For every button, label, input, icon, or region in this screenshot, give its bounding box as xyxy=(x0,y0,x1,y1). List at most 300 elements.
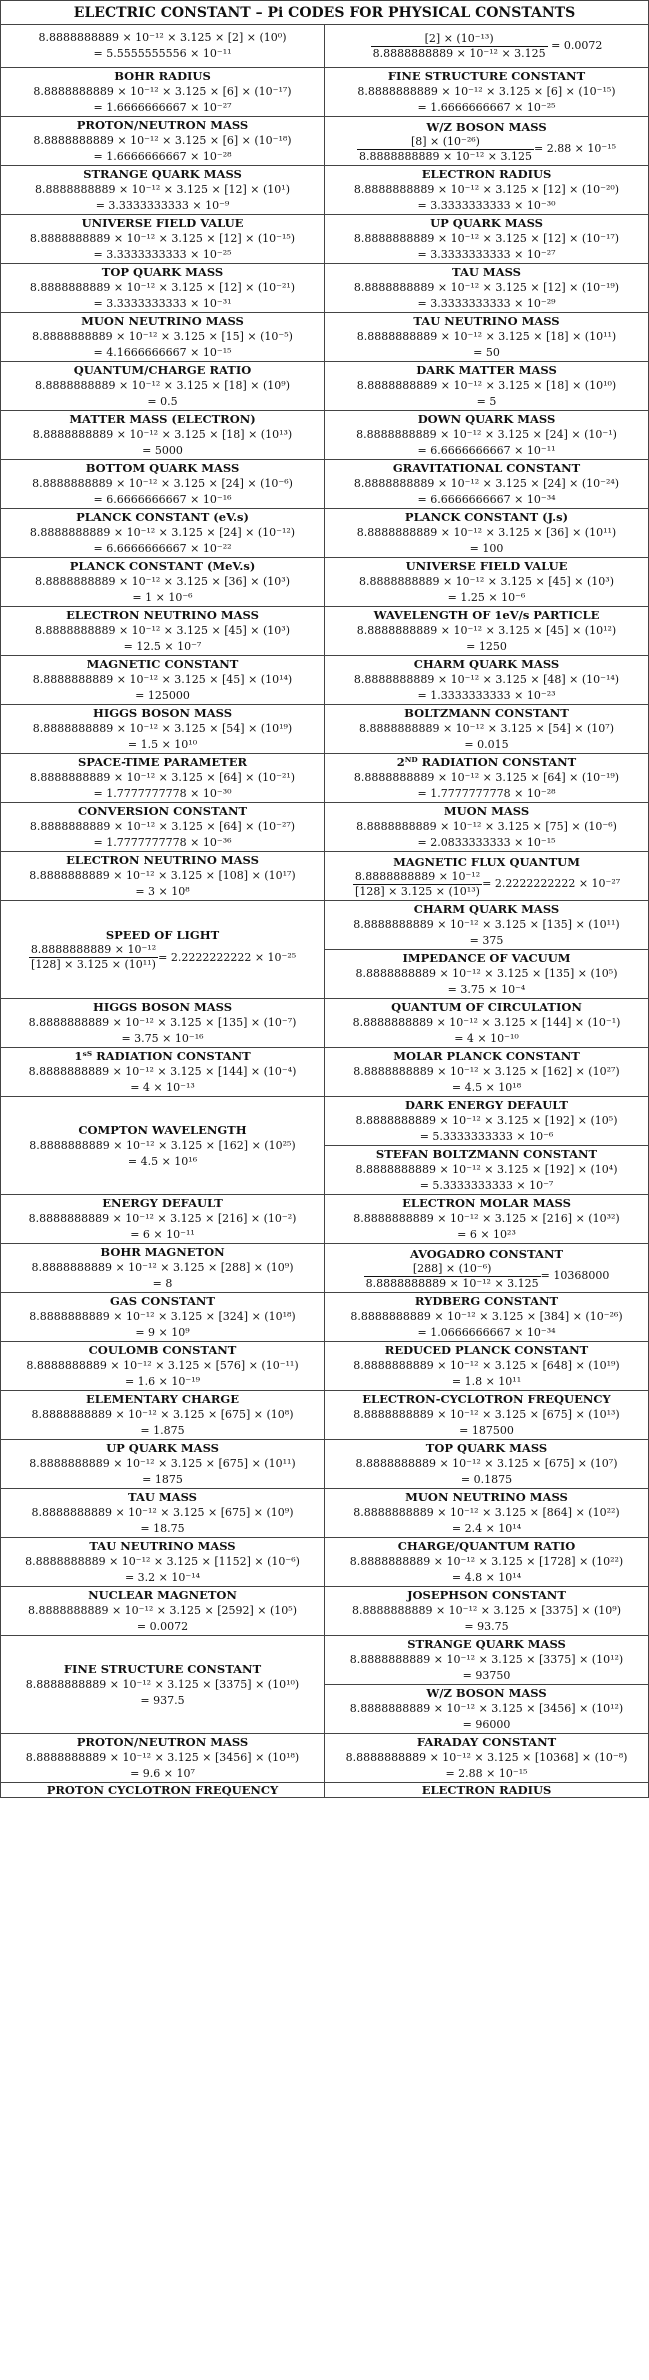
constant-cell-right xyxy=(325,68,649,117)
constant-name: SPEED OF LIGHT xyxy=(105,928,220,942)
result-line: = 6.6666666667 × 10⁻¹⁶ xyxy=(93,493,232,506)
constant-name: RYDBERG CONSTANT xyxy=(414,1294,559,1308)
formula-line: 8.8888888889 × 10⁻¹² × 3.125 × [64] × (10⁻²¹) xyxy=(29,771,296,784)
result-line: = 1.3333333333 × 10⁻²³ xyxy=(417,689,556,702)
constant-cell-left xyxy=(1,1440,325,1489)
constant-cell-right xyxy=(325,656,649,705)
result-line: = 9.6 × 10⁷ xyxy=(130,1767,195,1780)
fraction xyxy=(357,135,534,164)
fraction-result: = 0.0072 xyxy=(551,39,603,52)
constant-cell-right xyxy=(325,705,649,754)
result-line: = 2.0833333333 × 10⁻¹⁵ xyxy=(417,836,556,849)
constant-cell-left xyxy=(1,607,325,656)
constant-cell-right xyxy=(325,1097,649,1146)
result-line: = 5000 xyxy=(142,444,183,457)
constant-name: BOHR MAGNETON xyxy=(100,1245,225,1259)
constant-name: TOP QUARK MASS xyxy=(425,1441,548,1455)
constant-cell-left xyxy=(1,803,325,852)
formula-line: 8.8888888889 × 10⁻¹² × 3.125 × [675] × (10⁷) xyxy=(355,1457,618,1470)
table-row xyxy=(1,1391,649,1440)
table-row xyxy=(1,1734,649,1783)
result-line: = 0.0072 xyxy=(136,1620,189,1633)
constant-name: BOHR RADIUS xyxy=(114,69,211,83)
formula-line: 8.8888888889 × 10⁻¹² × 3.125 × [2] × (10⁰) xyxy=(38,31,287,44)
table-row xyxy=(1,754,649,803)
result-line: = 6.6666666667 × 10⁻³⁴ xyxy=(417,493,556,506)
constant-cell-left xyxy=(1,1734,325,1783)
constant-cell-left xyxy=(1,411,325,460)
constant-name: DARK ENERGY DEFAULT xyxy=(405,1098,568,1112)
fraction-denominator: [128] × 3.125 × (10¹³) xyxy=(355,884,480,898)
constant-name: COULOMB CONSTANT xyxy=(88,1343,237,1357)
constant-cell-left xyxy=(1,1048,325,1097)
result-line: = 3.3333333333 × 10⁻³¹ xyxy=(93,297,232,310)
formula-line: 8.8888888889 × 10⁻¹² × 3.125 × [576] × (10⁻¹¹) xyxy=(26,1359,299,1372)
constant-name: UP QUARK MASS xyxy=(106,1441,219,1455)
formula-line: 8.8888888889 × 10⁻¹² × 3.125 × [3456] × (10¹²) xyxy=(349,1702,624,1715)
constant-name: GAS CONSTANT xyxy=(110,1294,215,1308)
table-row xyxy=(1,460,649,509)
result-line: = 1.6666666667 × 10⁻²⁷ xyxy=(93,101,232,114)
first-row-right-cell xyxy=(325,25,649,68)
formula-line: 8.8888888889 × 10⁻¹² × 3.125 × [18] × (10¹¹) xyxy=(356,330,617,343)
merged-row xyxy=(1,1097,649,1146)
constant-cell-right xyxy=(325,1685,649,1734)
fraction-formula xyxy=(371,31,603,60)
constant-name: COMPTON WAVELENGTH xyxy=(78,1122,247,1137)
formula-line: 8.8888888889 × 10⁻¹² × 3.125 × [675] × (10⁸) xyxy=(31,1408,294,1421)
table-title: ELECTRIC CONSTANT – Pi CODES FOR PHYSICAL CONSTANTS xyxy=(1,1,649,25)
constant-name: STRANGE QUARK MASS xyxy=(407,1637,566,1651)
fraction-numerator: [8] × (10⁻²⁶) xyxy=(357,135,534,150)
formula-line: 8.8888888889 × 10⁻¹² × 3.125 × [64] × (10⁻¹⁹) xyxy=(353,771,620,784)
fraction-formula xyxy=(357,134,617,163)
formula-line: 8.8888888889 × 10⁻¹² × 3.125 × [192] × (10⁴) xyxy=(355,1163,618,1176)
fraction-result: = 10368000 xyxy=(540,1269,610,1282)
constant-name: PLANCK CONSTANT (J.s) xyxy=(404,510,569,524)
constant-cell-left xyxy=(1,509,325,558)
constant-name: GRAVITATIONAL CONSTANT xyxy=(392,461,581,475)
result-line: = 1.5 × 10¹⁰ xyxy=(127,738,198,751)
constant-cell-left xyxy=(1,1538,325,1587)
fraction-numerator: [288] × (10⁻⁶) xyxy=(364,1262,541,1277)
formula-line: 8.8888888889 × 10⁻¹² × 3.125 × [54] × (10⁷) xyxy=(358,722,614,735)
formula-line: 8.8888888889 × 10⁻¹² × 3.125 × [135] × (10⁻⁷) xyxy=(28,1016,297,1029)
result-line: = 1.7777777778 × 10⁻²⁸ xyxy=(417,787,556,800)
formula-line: 8.8888888889 × 10⁻¹² × 3.125 × [3375] × (10⁹) xyxy=(351,1604,621,1617)
constant-name: BOLTZMANN CONSTANT xyxy=(404,706,569,720)
result-line: = 8 xyxy=(152,1277,173,1290)
result-line: = 4 × 10⁻¹³ xyxy=(130,1081,195,1094)
constant-name: ELECTRON NEUTRINO MASS xyxy=(66,608,259,622)
constant-name: CHARM QUARK MASS xyxy=(413,657,560,671)
result-line: = 375 xyxy=(469,934,504,947)
formula-line: 8.8888888889 × 10⁻¹² × 3.125 × [3456] × (10¹⁸) xyxy=(25,1751,300,1764)
formula-line: 8.8888888889 × 10⁻¹² × 3.125 × [24] × (10⁻²⁴) xyxy=(353,477,620,490)
constant-cell-right xyxy=(325,1440,649,1489)
constant-name: IMPEDANCE OF VACUUM xyxy=(402,951,571,965)
constant-name: 1ˢᵀ RADIATION CONSTANT xyxy=(74,1049,251,1063)
fraction-result: = 2.88 × 10⁻¹⁵ xyxy=(533,142,617,155)
result-line: = 5.5555555556 × 10⁻¹¹ xyxy=(93,47,232,60)
constant-cell-left xyxy=(1,999,325,1048)
result-line: = 5 xyxy=(476,395,497,408)
table-row xyxy=(1,68,649,117)
constant-name: ELECTRON NEUTRINO MASS xyxy=(66,853,259,867)
constant-cell-right xyxy=(325,1587,649,1636)
table-row xyxy=(1,509,649,558)
constant-name: CHARM QUARK MASS xyxy=(413,902,560,916)
table-row xyxy=(1,1293,649,1342)
constant-cell-right xyxy=(325,1489,649,1538)
last-row xyxy=(1,1783,649,1798)
formula-line: 8.8888888889 × 10⁻¹² × 3.125 × [45] × (10³) xyxy=(358,575,614,588)
constant-name: STRANGE QUARK MASS xyxy=(83,167,242,181)
table-row xyxy=(1,558,649,607)
result-line: = 1875 xyxy=(142,1473,183,1486)
constant-name: TAU MASS xyxy=(128,1490,197,1504)
constant-name: CHARGE/QUANTUM RATIO xyxy=(397,1539,576,1553)
formula-line: 8.8888888889 × 10⁻¹² × 3.125 × [48] × (10⁻¹⁴) xyxy=(353,673,620,686)
result-line: = 187500 xyxy=(459,1424,514,1437)
constant-name: PROTON CYCLOTRON FREQUENCY xyxy=(1,1783,325,1798)
result-line: = 3.3333333333 × 10⁻⁹ xyxy=(95,199,230,212)
constant-name: PLANCK CONSTANT (MeV.s) xyxy=(69,559,256,573)
formula-line: 8.8888888889 × 10⁻¹² × 3.125 × [24] × (10⁻¹²) xyxy=(29,526,296,539)
constant-cell-left xyxy=(1,362,325,411)
formula-line: 8.8888888889 × 10⁻¹² × 3.125 × [12] × (10⁻¹⁵) xyxy=(29,232,296,245)
constant-name: REDUCED PLANCK CONSTANT xyxy=(384,1343,589,1357)
formula-line: 8.8888888889 × 10⁻¹² × 3.125 × [144] × (10⁻⁴) xyxy=(28,1065,297,1078)
fraction-result: = 2.2222222222 × 10⁻²⁵ xyxy=(158,950,297,964)
formula-line: 8.8888888889 × 10⁻¹² × 3.125 × [2592] × (10⁵) xyxy=(27,1604,297,1617)
constant-cell-right xyxy=(325,1391,649,1440)
constant-name: W/Z BOSON MASS xyxy=(426,119,547,134)
constant-cell-left xyxy=(1,1587,325,1636)
formula-line: 8.8888888889 × 10⁻¹² × 3.125 × [216] × (10³²) xyxy=(353,1212,620,1225)
constant-name: TAU NEUTRINO MASS xyxy=(413,314,560,328)
constant-cell-right xyxy=(325,950,649,999)
formula-line: 8.8888888889 × 10⁻¹² × 3.125 × [648] × (10¹⁹) xyxy=(353,1359,620,1372)
result-line: = 3 × 10⁸ xyxy=(135,885,190,898)
constant-name: ELECTRON RADIUS xyxy=(421,167,552,181)
table-row xyxy=(1,1587,649,1636)
constant-name: ENERGY DEFAULT xyxy=(102,1196,223,1210)
result-line: = 18.75 xyxy=(140,1522,185,1535)
result-line: = 4.1666666667 × 10⁻¹⁵ xyxy=(93,346,232,359)
constant-cell-right xyxy=(325,1342,649,1391)
formula-line: 8.8888888889 × 10⁻¹² × 3.125 × [6] × (10⁻¹⁸) xyxy=(33,134,292,147)
result-line: = 0.5 xyxy=(147,395,178,408)
formula-line: 8.8888888889 × 10⁻¹² × 3.125 × [12] × (10¹) xyxy=(34,183,290,196)
constant-cell-left-merged xyxy=(1,1097,325,1195)
constant-cell-right xyxy=(325,1244,649,1293)
formula-line: 8.8888888889 × 10⁻¹² × 3.125 × [36] × (10¹¹) xyxy=(356,526,617,539)
result-line: = 125000 xyxy=(135,689,190,702)
constant-name: FINE STRUCTURE CONSTANT xyxy=(387,69,586,83)
formula-line: 8.8888888889 × 10⁻¹² × 3.125 × [3375] × (10¹²) xyxy=(349,1653,624,1666)
formula-line: 8.8888888889 × 10⁻¹² × 3.125 × [18] × (10⁹) xyxy=(34,379,290,392)
constant-name: ELECTRON RADIUS xyxy=(325,1783,649,1798)
constant-cell-left xyxy=(1,656,325,705)
constant-cell-left xyxy=(1,68,325,117)
formula-line: 8.8888888889 × 10⁻¹² × 3.125 × [675] × (10¹³) xyxy=(353,1408,620,1421)
result-line: = 3.3333333333 × 10⁻²⁵ xyxy=(93,248,232,261)
table-row xyxy=(1,1342,649,1391)
result-line: = 1250 xyxy=(466,640,507,653)
result-line: = 9 × 10⁹ xyxy=(135,1326,190,1339)
result-line: = 6.6666666667 × 10⁻²² xyxy=(93,542,232,555)
formula-line: 8.8888888889 × 10⁻¹² × 3.125 × [1152] × (10⁻⁶) xyxy=(25,1555,300,1568)
formula-line: 8.8888888889 × 10⁻¹² × 3.125 × [12] × (10⁻¹⁹) xyxy=(353,281,620,294)
fraction-numerator: [2] × (10⁻¹³) xyxy=(371,32,548,47)
fraction xyxy=(371,32,548,61)
constant-name: ELEMENTARY CHARGE xyxy=(86,1392,239,1406)
merged-row xyxy=(1,1636,649,1685)
result-line: = 4.5 × 10¹⁶ xyxy=(127,1154,198,1168)
constant-cell-right xyxy=(325,166,649,215)
constant-cell-right xyxy=(325,852,649,901)
constant-name: MUON MASS xyxy=(443,804,530,818)
formula-line: 8.8888888889 × 10⁻¹² × 3.125 × [64] × (10⁻²⁷) xyxy=(29,820,296,833)
constant-cell-left-merged xyxy=(1,1636,325,1734)
constant-name: PROTON/NEUTRON MASS xyxy=(76,1735,249,1749)
result-line: = 1.6666666667 × 10⁻²⁵ xyxy=(417,101,556,114)
constant-name: TAU MASS xyxy=(452,265,521,279)
table-row xyxy=(1,803,649,852)
result-line: = 4 × 10⁻¹⁰ xyxy=(454,1032,519,1045)
constant-cell-right xyxy=(325,803,649,852)
fraction-formula xyxy=(353,869,621,898)
constant-name: TOP QUARK MASS xyxy=(101,265,224,279)
constant-name: HIGGS BOSON MASS xyxy=(93,706,232,720)
result-line: = 96000 xyxy=(462,1718,511,1731)
fraction-denominator: 8.8888888889 × 10⁻¹² × 3.125 xyxy=(365,1276,539,1290)
formula-line: 8.8888888889 × 10⁻¹² × 3.125 × [1728] × (10²²) xyxy=(349,1555,624,1568)
formula-line: 8.8888888889 × 10⁻¹² × 3.125 × [75] × (10⁻⁶) xyxy=(356,820,617,833)
table-row xyxy=(1,117,649,166)
formula-line: 8.8888888889 × 10⁻¹² × 3.125 × [144] × (10⁻¹) xyxy=(352,1016,621,1029)
formula-line: 8.8888888889 × 10⁻¹² × 3.125 × [135] × (10⁵) xyxy=(355,967,618,980)
constant-name: DARK MATTER MASS xyxy=(416,363,557,377)
fraction-result: = 2.2222222222 × 10⁻²⁷ xyxy=(482,877,621,890)
constant-cell-right xyxy=(325,215,649,264)
table-row xyxy=(1,852,649,901)
table-row xyxy=(1,656,649,705)
constant-cell-right xyxy=(325,264,649,313)
result-line: = 2.4 × 10¹⁴ xyxy=(451,1522,522,1535)
fraction-numerator: 8.8888888889 × 10⁻¹² xyxy=(30,943,157,956)
formula-line: 8.8888888889 × 10⁻¹² × 3.125 × [12] × (10⁻¹⁷) xyxy=(353,232,620,245)
result-line: = 5.3333333333 × 10⁻⁷ xyxy=(419,1179,554,1192)
formula-line: 8.8888888889 × 10⁻¹² × 3.125 × [10368] × (10⁻⁸) xyxy=(345,1751,628,1764)
constant-name: CONVERSION CONSTANT xyxy=(77,804,248,818)
result-line: = 100 xyxy=(469,542,504,555)
fraction-denominator: 8.8888888889 × 10⁻¹² × 3.125 xyxy=(358,149,532,163)
constant-name: MAGNETIC CONSTANT xyxy=(86,657,239,671)
result-line: = 6.6666666667 × 10⁻¹¹ xyxy=(417,444,556,457)
formula-line: 8.8888888889 × 10⁻¹² × 3.125 × [162] × (10²⁷) xyxy=(353,1065,620,1078)
formula-line: 8.8888888889 × 10⁻¹² × 3.125 × [216] × (10⁻²) xyxy=(28,1212,297,1225)
table-row xyxy=(1,1489,649,1538)
formula-line: 8.8888888889 × 10⁻¹² × 3.125 × [6] × (10⁻¹⁵) xyxy=(357,85,616,98)
constant-name: MUON NEUTRINO MASS xyxy=(81,314,244,328)
constant-name: SPACE-TIME PARAMETER xyxy=(77,755,248,769)
table-row xyxy=(1,264,649,313)
constant-cell-right xyxy=(325,999,649,1048)
formula-line: 8.8888888889 × 10⁻¹² × 3.125 × [192] × (10⁵) xyxy=(355,1114,618,1127)
constant-cell-right xyxy=(325,1538,649,1587)
constant-name: HIGGS BOSON MASS xyxy=(93,1000,232,1014)
result-line: = 12.5 × 10⁻⁷ xyxy=(123,640,202,653)
formula-line: 8.8888888889 × 10⁻¹² × 3.125 × [45] × (10³) xyxy=(34,624,290,637)
result-line: = 1.7777777778 × 10⁻³⁰ xyxy=(93,787,232,800)
constant-cell-right xyxy=(325,313,649,362)
formula-line: 8.8888888889 × 10⁻¹² × 3.125 × [24] × (10⁻⁶) xyxy=(32,477,293,490)
formula-line: 8.8888888889 × 10⁻¹² × 3.125 × [675] × (10¹¹) xyxy=(29,1457,296,1470)
constant-cell-right xyxy=(325,558,649,607)
constant-cell-right xyxy=(325,901,649,950)
result-line: = 93750 xyxy=(462,1669,511,1682)
constant-cell-left xyxy=(1,852,325,901)
formula-line: 8.8888888889 × 10⁻¹² × 3.125 × [12] × (10⁻²⁰) xyxy=(353,183,620,196)
result-line: = 50 xyxy=(473,346,500,359)
title-row xyxy=(1,1,649,25)
formula-line: 8.8888888889 × 10⁻¹² × 3.125 × [3375] × (10¹⁰) xyxy=(25,1677,300,1691)
result-line: = 0.015 xyxy=(464,738,509,751)
constant-name: PLANCK CONSTANT (eV.s) xyxy=(76,510,249,524)
constant-name: TAU NEUTRINO MASS xyxy=(89,1539,236,1553)
result-line: = 2.88 × 10⁻¹⁵ xyxy=(445,1767,528,1780)
table-row xyxy=(1,362,649,411)
constant-cell-left xyxy=(1,754,325,803)
constant-name: NUCLEAR MAGNETON xyxy=(88,1588,237,1602)
result-line: = 3.75 × 10⁻¹⁶ xyxy=(121,1032,204,1045)
result-line: = 1.6 × 10⁻¹⁹ xyxy=(124,1375,201,1388)
result-line: = 937.5 xyxy=(140,1693,185,1707)
constant-name: DOWN QUARK MASS xyxy=(417,412,556,426)
constant-name: JOSEPHSON CONSTANT xyxy=(407,1588,566,1602)
constant-name: MUON NEUTRINO MASS xyxy=(405,1490,568,1504)
formula-line: 8.8888888889 × 10⁻¹² × 3.125 × [54] × (10¹⁹) xyxy=(32,722,293,735)
constant-name: MOLAR PLANCK CONSTANT xyxy=(393,1049,580,1063)
constant-name: QUANTUM OF CIRCULATION xyxy=(391,1000,582,1014)
formula-line: 8.8888888889 × 10⁻¹² × 3.125 × [288] × (10⁹) xyxy=(31,1261,294,1274)
constant-name: UNIVERSE FIELD VALUE xyxy=(405,559,568,573)
table-row xyxy=(1,1244,649,1293)
constant-cell-right xyxy=(325,362,649,411)
result-line: = 0.1875 xyxy=(460,1473,513,1486)
formula-line: 8.8888888889 × 10⁻¹² × 3.125 × [12] × (10⁻²¹) xyxy=(29,281,296,294)
constant-cell-right xyxy=(325,411,649,460)
constant-cell-right xyxy=(325,1195,649,1244)
result-line: = 3.2 × 10⁻¹⁴ xyxy=(124,1571,201,1584)
constant-name: AVOGADRO CONSTANT xyxy=(409,1246,564,1261)
table-row xyxy=(1,215,649,264)
constant-cell-left xyxy=(1,460,325,509)
constant-name: UP QUARK MASS xyxy=(430,216,543,230)
constant-cell-left xyxy=(1,1391,325,1440)
formula-line: 8.8888888889 × 10⁻¹² × 3.125 × [135] × (10¹¹) xyxy=(353,918,620,931)
constant-cell-left xyxy=(1,215,325,264)
table-row xyxy=(1,1538,649,1587)
constant-cell-right xyxy=(325,1146,649,1195)
formula-line: 8.8888888889 × 10⁻¹² × 3.125 × [45] × (10¹²) xyxy=(356,624,617,637)
constant-cell-right xyxy=(325,117,649,166)
constant-cell-right xyxy=(325,460,649,509)
constant-name: BOTTOM QUARK MASS xyxy=(85,461,240,475)
fraction-formula xyxy=(364,1261,610,1290)
result-line: = 93.75 xyxy=(464,1620,509,1633)
constant-cell-right xyxy=(325,1636,649,1685)
formula-line: 8.8888888889 × 10⁻¹² × 3.125 × [6] × (10⁻¹⁷) xyxy=(33,85,292,98)
fraction xyxy=(353,870,482,899)
constant-cell-right xyxy=(325,754,649,803)
constant-cell-right xyxy=(325,1734,649,1783)
constant-cell-left xyxy=(1,1293,325,1342)
result-line: = 6 × 10²³ xyxy=(457,1228,516,1241)
result-line: = 4.5 × 10¹⁸ xyxy=(451,1081,522,1094)
constant-cell-left xyxy=(1,1195,325,1244)
fraction xyxy=(29,943,158,972)
fraction-denominator: [128] × 3.125 × (10¹¹) xyxy=(31,958,156,971)
result-line: = 4.8 × 10¹⁴ xyxy=(451,1571,522,1584)
table-row xyxy=(1,313,649,362)
table-row xyxy=(1,411,649,460)
constant-name: W/Z BOSON MASS xyxy=(426,1686,547,1700)
result-line: = 1.875 xyxy=(140,1424,185,1437)
formula-line: 8.8888888889 × 10⁻¹² × 3.125 × [45] × (10¹⁴) xyxy=(32,673,293,686)
constant-cell-left xyxy=(1,1489,325,1538)
result-line: = 1.0666666667 × 10⁻³⁴ xyxy=(417,1326,556,1339)
formula-line: 8.8888888889 × 10⁻¹² × 3.125 × [18] × (10¹³) xyxy=(32,428,293,441)
formula-line: 8.8888888889 × 10⁻¹² × 3.125 × [36] × (10³) xyxy=(34,575,290,588)
table-row xyxy=(1,1048,649,1097)
constant-cell-left xyxy=(1,264,325,313)
result-line: = 1.6666666667 × 10⁻²⁸ xyxy=(93,150,232,163)
result-line: = 3.75 × 10⁻⁴ xyxy=(447,983,526,996)
constant-name: WAVELENGTH OF 1eV/s PARTICLE xyxy=(373,608,600,622)
constant-name: FINE STRUCTURE CONSTANT xyxy=(63,1661,262,1676)
result-line: = 1.8 × 10¹¹ xyxy=(451,1375,522,1388)
result-line: = 3.3333333333 × 10⁻³⁰ xyxy=(417,199,556,212)
formula-line: 8.8888888889 × 10⁻¹² × 3.125 × [384] × (10⁻²⁶) xyxy=(350,1310,623,1323)
constant-name: STEFAN BOLTZMANN CONSTANT xyxy=(375,1147,598,1161)
constant-name: FARADAY CONSTANT xyxy=(416,1735,557,1749)
constant-cell-right xyxy=(325,607,649,656)
table-row xyxy=(1,999,649,1048)
constant-cell-left xyxy=(1,1244,325,1293)
formula-line: 8.8888888889 × 10⁻¹² × 3.125 × [675] × (10⁹) xyxy=(31,1506,294,1519)
formula-line: 8.8888888889 × 10⁻¹² × 3.125 × [24] × (10⁻¹) xyxy=(356,428,617,441)
result-line: = 5.3333333333 × 10⁻⁶ xyxy=(419,1130,554,1143)
fraction-denominator: 8.8888888889 × 10⁻¹² × 3.125 xyxy=(372,46,546,60)
constant-cell-left xyxy=(1,166,325,215)
constant-cell-left xyxy=(1,705,325,754)
formula-line: 8.8888888889 × 10⁻¹² × 3.125 × [18] × (10¹⁰) xyxy=(356,379,617,392)
fraction xyxy=(364,1262,541,1291)
result-line: = 6 × 10⁻¹¹ xyxy=(130,1228,195,1241)
formula-line: 8.8888888889 × 10⁻¹² × 3.125 × [15] × (10⁻⁵) xyxy=(32,330,293,343)
constant-name: ELECTRON MOLAR MASS xyxy=(402,1196,571,1210)
constant-name: ELECTRON-CYCLOTRON FREQUENCY xyxy=(362,1392,611,1406)
table-row xyxy=(1,166,649,215)
result-line: = 3.3333333333 × 10⁻²⁹ xyxy=(417,297,556,310)
fraction-formula xyxy=(29,943,297,971)
constant-cell-right xyxy=(325,509,649,558)
result-line: = 1 × 10⁻⁶ xyxy=(132,591,193,604)
fraction-numerator: 8.8888888889 × 10⁻¹² xyxy=(354,869,481,883)
